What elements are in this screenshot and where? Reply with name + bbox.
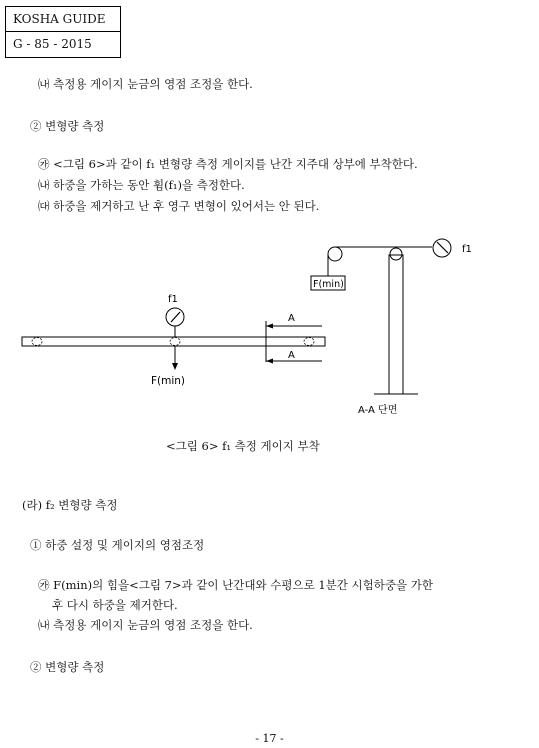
vertical-post bbox=[389, 255, 403, 394]
text-line: ② 변형량 측정 bbox=[30, 119, 105, 133]
section-label: A-A 단면 bbox=[358, 405, 398, 416]
pulley-left bbox=[328, 247, 342, 261]
fmin-box-label: F(min) bbox=[313, 279, 344, 290]
text-line: ㈏ 하중을 가하는 동안 휨(f₁)을 측정한다. bbox=[38, 178, 245, 192]
page-number: - 17 - bbox=[255, 732, 284, 745]
figure-6-diagram bbox=[0, 228, 539, 428]
horizontal-rail bbox=[22, 337, 325, 346]
text-line: ㈏ 측정용 게이지 눈금의 영점 조정을 한다. bbox=[38, 618, 253, 632]
text-line: ㉮ <그림 6>과 같이 f₁ 변형량 측정 게이지를 난간 지주대 상부에 부착한다. bbox=[38, 157, 418, 171]
rail-post-right bbox=[304, 338, 314, 346]
a-bottom-label: A bbox=[288, 350, 295, 361]
header-org: KOSHA GUIDE bbox=[6, 7, 120, 32]
rail-post-middle bbox=[170, 338, 180, 346]
figure-caption: <그림 6> f₁ 측정 게이지 부착 bbox=[166, 439, 320, 453]
text-line: ㈐ 하중을 제거하고 난 후 영구 변형이 있어서는 안 된다. bbox=[38, 199, 320, 213]
section-arrow-bottom-head bbox=[266, 359, 273, 364]
f1-right-label: f1 bbox=[462, 244, 472, 255]
fmin-left-label: F(min) bbox=[151, 375, 186, 387]
load-arrow-head bbox=[172, 363, 178, 370]
section-heading: (라) f₂ 변형량 측정 bbox=[22, 498, 118, 512]
header-code: G - 85 - 2015 bbox=[13, 37, 92, 51]
text-line: ① 하중 설정 및 게이지의 영점조정 bbox=[30, 538, 205, 552]
a-top-label: A bbox=[288, 313, 295, 324]
text-line: ㈏ 측정용 게이지 눈금의 영점 조정을 한다. bbox=[38, 77, 253, 91]
f1-left-label: f1 bbox=[168, 294, 178, 305]
document-header-box bbox=[5, 6, 121, 58]
pulley-top bbox=[390, 248, 402, 260]
text-line: 후 다시 하중을 제거한다. bbox=[52, 598, 178, 612]
text-line: ② 변형량 측정 bbox=[30, 660, 105, 674]
rail-post-left bbox=[32, 338, 42, 346]
text-line: ㉮ F(min)의 힘을<그림 7>과 같이 난간대와 수평으로 1분간 시험하중을 가한 bbox=[38, 578, 433, 592]
section-arrow-top-head bbox=[266, 324, 273, 329]
gauge-right-icon bbox=[433, 239, 451, 257]
